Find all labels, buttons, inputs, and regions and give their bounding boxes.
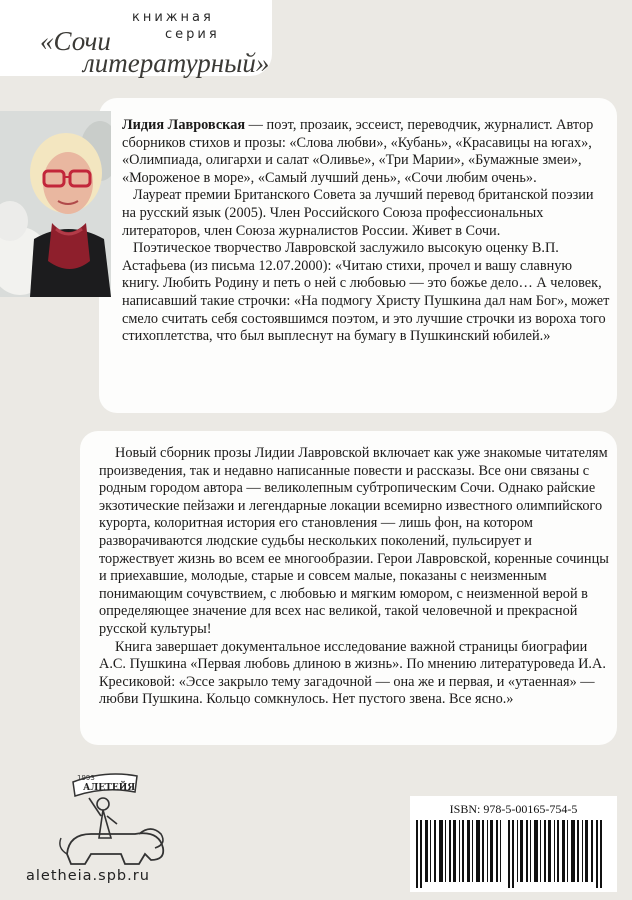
isbn-number: ISBN: 978-5-00165-754-5: [449, 802, 578, 816]
series-label-line2: серия: [165, 27, 220, 42]
author-bio-review: Поэтическое творчество Лавровской заслужило высокую оценку В.П. Астафьева (из письма 12.07.2000): «Читаю стихи, прочел и вашу славную книгу. Любить Родину и петь о ней с любовью — это божье дело… А человек, написавший такие строчки: «На подмогу Христу Пушкина дал нам Бог», может смело считать себя состоявшимся поэтом, и это лучшие строчки из вороха того стихоплетства, что был выплеснут на бумагу в Пушкинский юбилей.»: [122, 240, 610, 345]
author-name: Лидия Лавровская: [122, 117, 246, 133]
logo-name: АЛЕТЕЙЯ: [83, 783, 136, 793]
description-para2: Книга завершает документальное исследование важной страницы биографии А.С. Пушкина «Первая любовь длиною в жизнь». По мнению литературоведа И.А. Кресиковой: «Эссе закрыло тему загадочной — она же и первая, и «утаенная» — любви Пушкина. Кольцо сомкнулось. Нет пустого звена. Все ясно.»: [99, 638, 606, 708]
isbn-barcode: [410, 796, 617, 892]
book-description: [99, 445, 609, 709]
author-bio-awards: Лауреат премии Британского Совета за лучший перевод британской поэзии на русский язык (2005). Член Российского Союза профессиональных литераторов, член Союза журналистов России. Живет в Сочи.: [122, 187, 594, 239]
barcode-bars: [416, 820, 611, 888]
series-title-line2: литературный»: [83, 48, 270, 78]
publisher-website[interactable]: aletheia.spb.ru: [26, 868, 150, 884]
series-title-line1: «Сочи: [40, 26, 111, 56]
series-label-line1: книжная: [132, 10, 214, 25]
logo-year: 1993: [77, 774, 95, 782]
author-photo: [0, 111, 111, 297]
publisher-logo: [55, 768, 173, 870]
series-header: [0, 0, 272, 76]
author-bio-intro: — поэт, прозаик, эссеист, переводчик, журналист. Автор сборников стихов и прозы: «Слова любви», «Кубань», «Красавицы на югах», «Олимпиада, олигархи и салат «Оливье», «Три Марии», «Бумажные змеи», «Мороженое в море», «Самый лучший день», «Сочи любим очень».: [122, 117, 594, 186]
author-bio: [122, 117, 610, 346]
description-para1: Новый сборник прозы Лидии Лавровской включает как уже знакомые читателям произведения, так и недавно написанные повести и рассказы. Все они связаны с родным городом автора — великолепным субтропическим Сочи. Однако райские экзотические пейзажи и легендарные локации всемирно известного олимпийского курорта, колоритная история его становления — лишь фон, на котором разворачиваются людские судьбы нескольких поколений, пульсирует и торжествует жизнь во всем ее многообразии. Герои Лавровской, коренные сочинцы и приехавшие, молодые, старые и совсем малые, показаны с неизменным понимающим сочувствием, с любовью и мягким юмором, с неизменной верой в определяющее значение для всех нас великой, такой человечной и прекрасной русской культуры!: [99, 445, 609, 637]
